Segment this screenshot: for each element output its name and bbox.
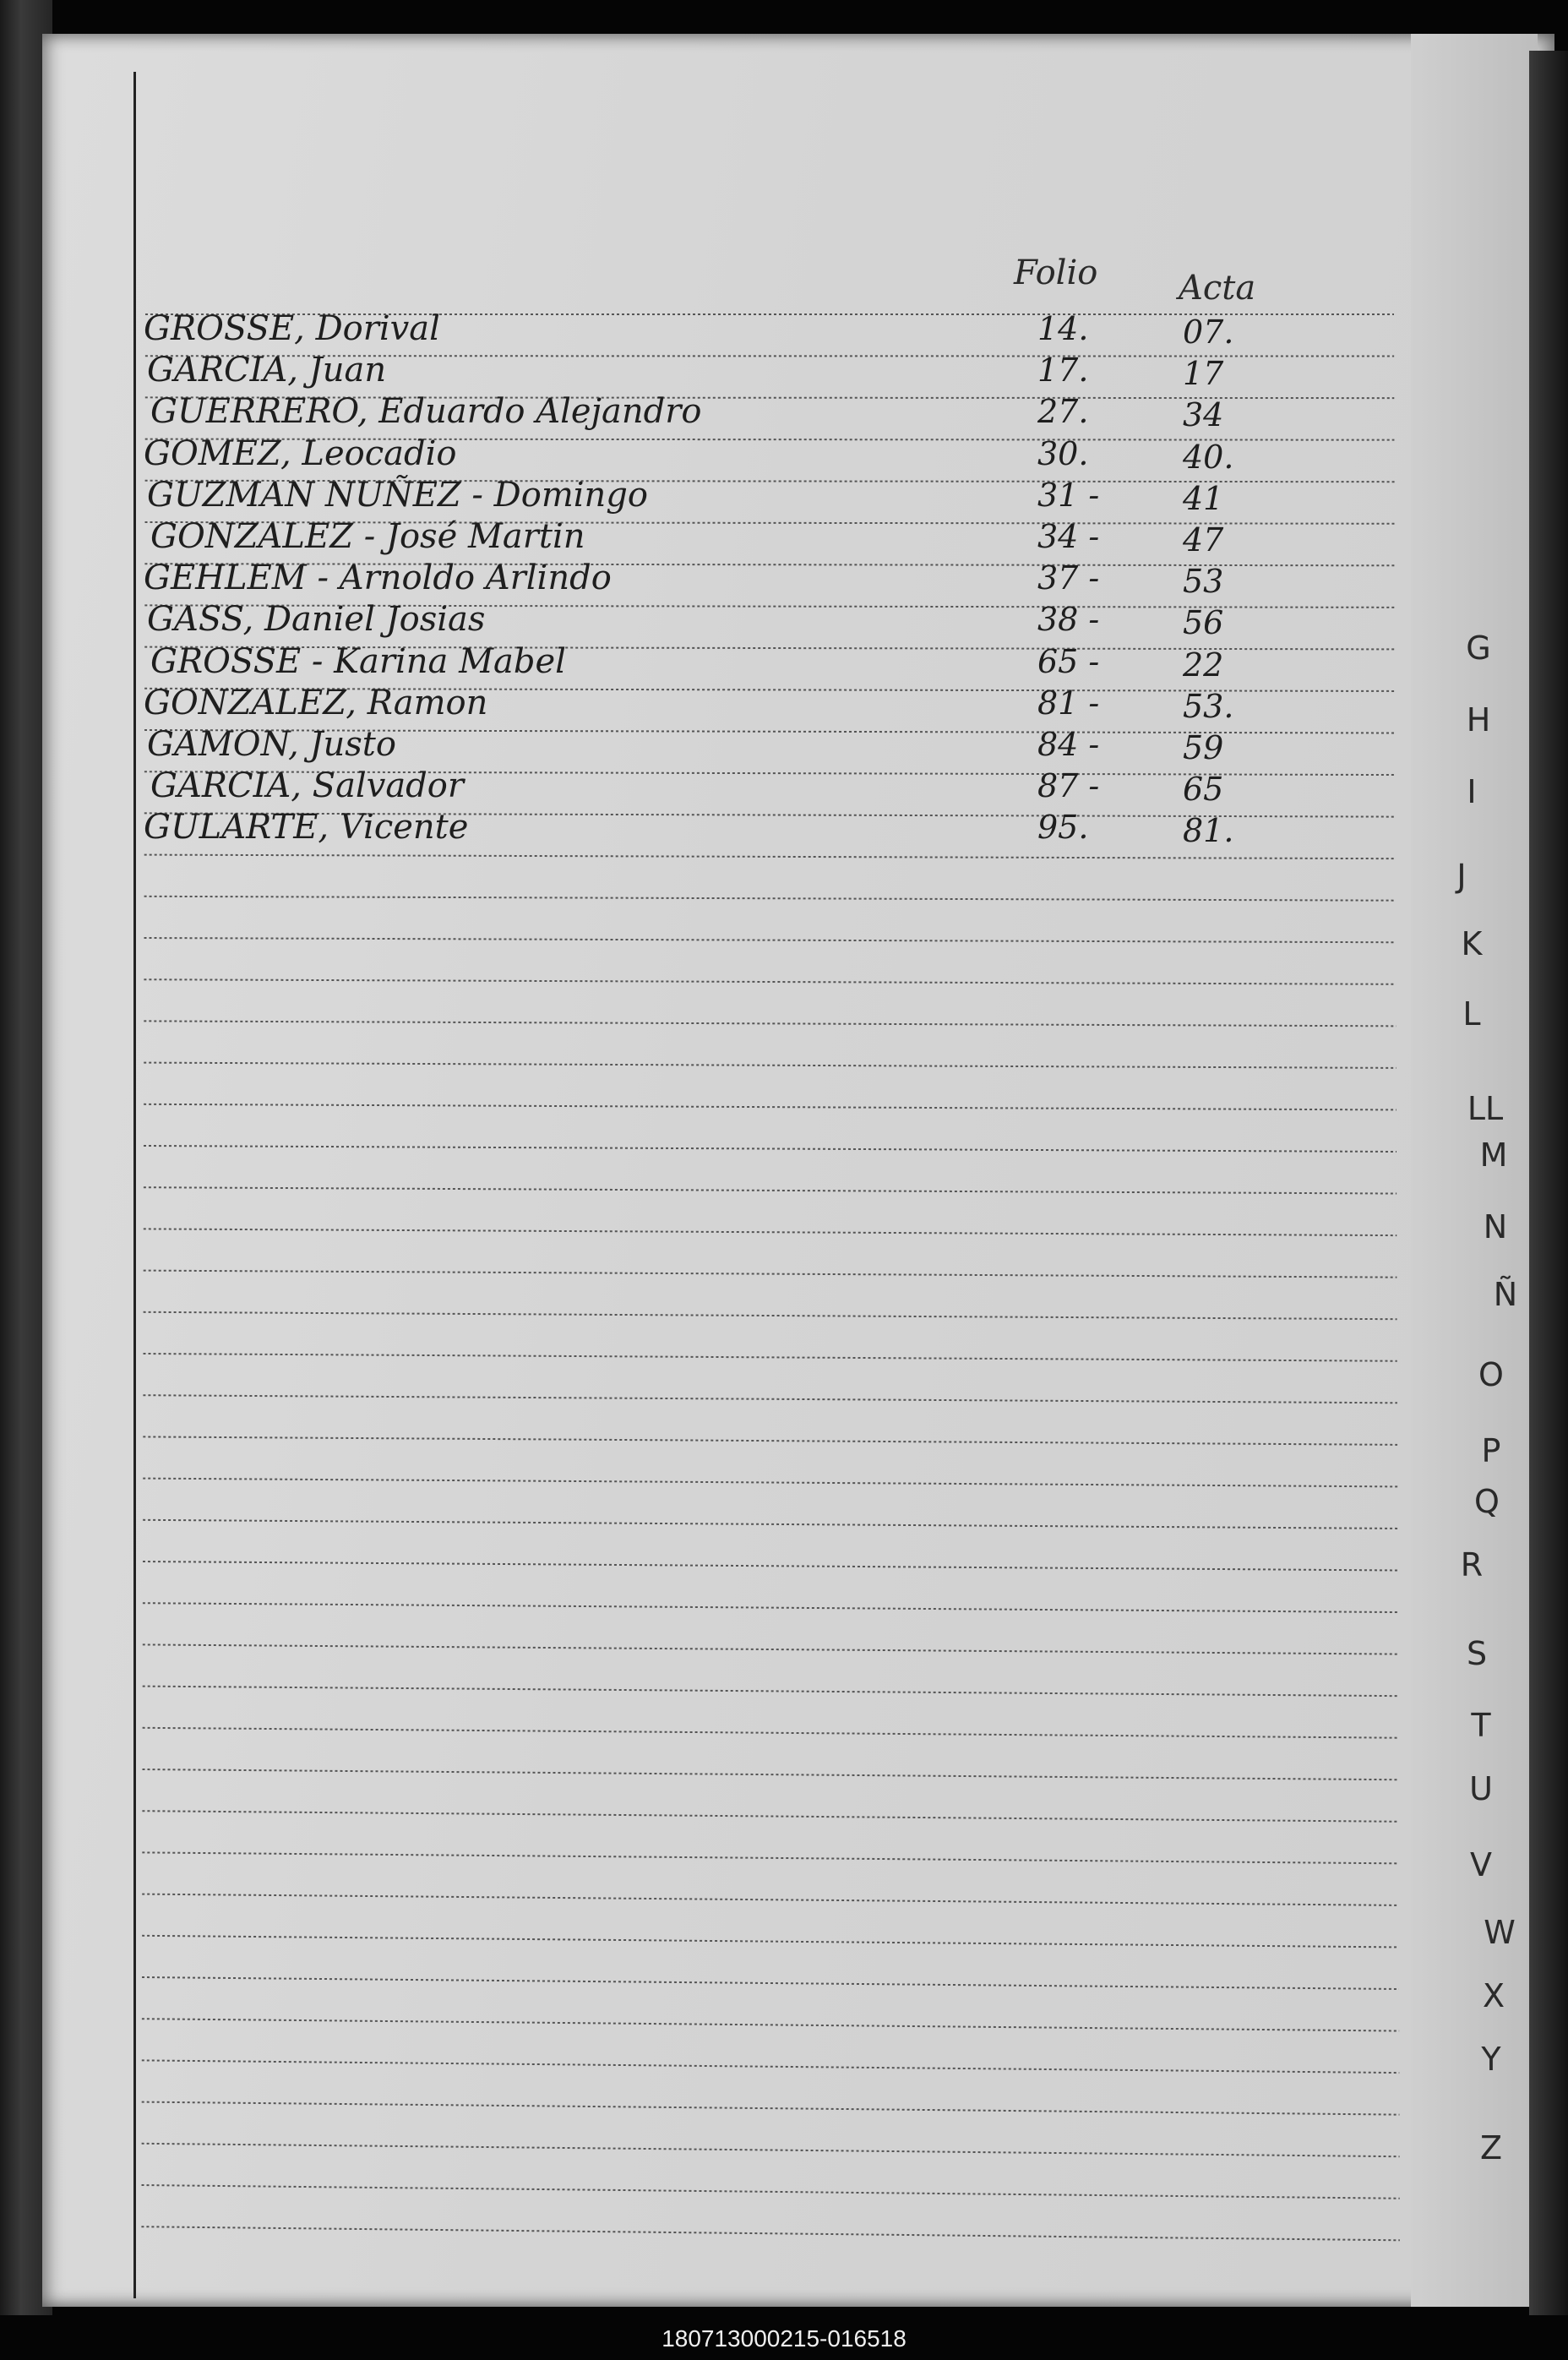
ruled-line (144, 938, 1396, 942)
ruled-line (143, 1479, 1397, 1487)
entry-name: GONZALEZ, Ramon (144, 683, 488, 722)
ruled-line (143, 1728, 1399, 1738)
ruled-line (144, 1104, 1396, 1110)
tab-letter: R (1460, 1546, 1484, 1583)
tab-letter: V (1470, 1846, 1492, 1883)
ruled-line (143, 1644, 1398, 1654)
folio-header: Folio (1014, 253, 1098, 292)
ruled-line (143, 1769, 1399, 1780)
ruled-line (143, 1436, 1397, 1444)
ruled-line (143, 1395, 1397, 1403)
entry-acta: 17 (1183, 355, 1224, 393)
ruled-line (143, 1687, 1398, 1697)
entry-acta: 65 (1183, 771, 1224, 809)
entry-name: GOMEZ, Leocadio (144, 433, 457, 473)
ruled-line (144, 1063, 1396, 1068)
ruled-line (142, 1852, 1398, 1863)
entry-folio: 84 - (1037, 726, 1100, 763)
entry-folio: 31 - (1037, 476, 1100, 514)
entry-acta: 53. (1183, 687, 1234, 725)
ruled-line (142, 2144, 1400, 2156)
entry-name: GONZALEZ - José Martin (150, 517, 585, 556)
ruled-line (144, 979, 1396, 984)
entry-folio: 38 - (1037, 601, 1100, 639)
tab-letter: X (1482, 1977, 1505, 2014)
ruled-line (144, 1271, 1397, 1278)
ruled-line (144, 1354, 1397, 1361)
tab-letter: S (1466, 1635, 1488, 1672)
entry-acta: 56 (1183, 604, 1224, 642)
entry-acta: 81. (1183, 812, 1234, 850)
entry-name: GARCIA, Juan (147, 351, 387, 390)
tab-letter: K (1461, 925, 1483, 962)
entry-acta: 47 (1183, 521, 1224, 559)
ruled-line (144, 1021, 1396, 1026)
entry-folio: 65 - (1037, 642, 1100, 680)
ruled-line (142, 2185, 1400, 2199)
entry-name: GASS, Daniel Josias (147, 600, 486, 640)
ruled-line (142, 2019, 1399, 2030)
entry-folio: 81 - (1037, 684, 1100, 722)
entry-name: GROSSE, Dorival (144, 309, 440, 348)
tab-letter: N (1483, 1208, 1508, 1245)
ruled-line (144, 1312, 1397, 1319)
entry-acta: 34 (1183, 396, 1224, 434)
entry-acta: 41 (1183, 479, 1224, 517)
entry-name: GARCIA, Salvador (150, 766, 464, 806)
tab-letter: Y (1481, 2041, 1501, 2078)
acta-header: Acta (1179, 269, 1256, 308)
ruled-line (143, 1562, 1398, 1571)
ruled-line (143, 1603, 1398, 1612)
ruled-line (141, 2226, 1400, 2240)
tab-letter: O (1478, 1356, 1504, 1393)
tab-letter: U (1469, 1770, 1493, 1807)
entry-folio: 95. (1037, 809, 1089, 847)
document-id-footer: 180713000215-016518 (662, 2325, 906, 2352)
ruled-line (142, 1936, 1399, 1948)
ruled-line (144, 1146, 1396, 1152)
entry-folio: 30. (1037, 434, 1089, 472)
ruled-line (142, 1811, 1398, 1822)
entry-acta: 53 (1183, 563, 1224, 601)
entry-acta: 40. (1183, 438, 1234, 476)
tab-letter: Q (1474, 1483, 1500, 1520)
entry-acta: 07. (1183, 313, 1234, 351)
ruled-line (142, 2102, 1400, 2115)
entry-folio: 87 - (1037, 767, 1100, 805)
tab-letter: G (1466, 630, 1491, 667)
ruled-line (144, 855, 1396, 859)
tab-letter: I (1467, 773, 1477, 810)
entry-name: GUZMAN NUÑEZ - Domingo (147, 475, 648, 515)
entry-name: GAMON, Justo (147, 725, 396, 764)
entry-acta: 59 (1183, 729, 1224, 766)
entry-name: GULARTE, Vicente (144, 808, 469, 848)
ruled-line (142, 2060, 1400, 2073)
ruled-line (143, 1520, 1397, 1529)
entry-name: GUERRERO, Eduardo Alejandro (150, 392, 702, 432)
tab-letter: Ñ (1493, 1276, 1518, 1313)
entry-name: GEHLEM - Arnoldo Arlindo (144, 559, 612, 598)
ruled-line (144, 1187, 1396, 1193)
ruled-line (144, 1229, 1397, 1235)
tab-letter: LL (1467, 1090, 1504, 1127)
entry-folio: 27. (1037, 393, 1089, 431)
tab-letter: P (1481, 1432, 1501, 1469)
tab-letter: M (1479, 1136, 1508, 1174)
entry-folio: 34 - (1037, 518, 1100, 555)
tab-letter: Z (1479, 2129, 1503, 2167)
tab-letter: L (1462, 995, 1481, 1033)
entry-folio: 17. (1037, 352, 1089, 390)
tab-letter: T (1471, 1707, 1491, 1744)
ruled-line (142, 1894, 1399, 1905)
entry-acta: 22 (1183, 646, 1224, 684)
entry-folio: 37 - (1037, 559, 1100, 597)
margin-line (133, 72, 136, 2298)
ruled-line (142, 1977, 1399, 1989)
entry-folio: 14. (1037, 310, 1089, 347)
ruled-line (144, 897, 1396, 901)
entry-name: GROSSE - Karina Mabel (150, 641, 566, 681)
tab-letter: W (1484, 1914, 1516, 1951)
tab-letter: H (1466, 701, 1491, 739)
tab-letter: J (1456, 858, 1467, 895)
